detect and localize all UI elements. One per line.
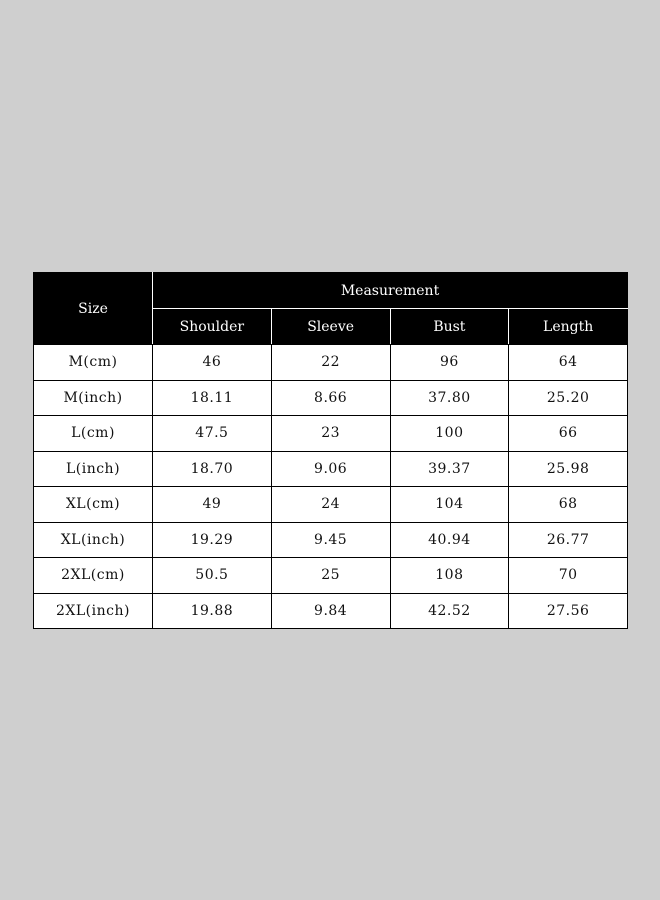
length-cell: 68 (509, 487, 628, 523)
shoulder-cell: 19.29 (153, 522, 272, 558)
table-body (34, 345, 628, 629)
shoulder-cell: 19.88 (153, 593, 272, 629)
size-cell: M(cm) (34, 345, 153, 381)
table-row (34, 593, 628, 629)
column-header-bust: Bust (390, 309, 509, 345)
sleeve-cell: 23 (271, 416, 390, 452)
column-header-shoulder: Shoulder (153, 309, 272, 345)
size-cell: XL(inch) (34, 522, 153, 558)
shoulder-cell: 50.5 (153, 558, 272, 594)
table-row (34, 345, 628, 381)
sleeve-cell: 9.45 (271, 522, 390, 558)
table-row (34, 451, 628, 487)
column-header-length: Length (509, 309, 628, 345)
sleeve-cell: 25 (271, 558, 390, 594)
sleeve-cell: 9.84 (271, 593, 390, 629)
header-row-group (34, 273, 628, 309)
size-chart (33, 272, 627, 629)
shoulder-cell: 18.11 (153, 380, 272, 416)
table-row (34, 558, 628, 594)
table-row (34, 522, 628, 558)
length-cell: 64 (509, 345, 628, 381)
bust-cell: 100 (390, 416, 509, 452)
bust-cell: 42.52 (390, 593, 509, 629)
sleeve-cell: 9.06 (271, 451, 390, 487)
size-cell: M(inch) (34, 380, 153, 416)
length-cell: 25.98 (509, 451, 628, 487)
size-cell: L(inch) (34, 451, 153, 487)
bust-cell: 39.37 (390, 451, 509, 487)
table-header (34, 273, 628, 345)
bust-cell: 108 (390, 558, 509, 594)
size-cell: L(cm) (34, 416, 153, 452)
size-cell: 2XL(cm) (34, 558, 153, 594)
bust-cell: 96 (390, 345, 509, 381)
size-column-header: Size (34, 273, 153, 345)
shoulder-cell: 49 (153, 487, 272, 523)
sleeve-cell: 8.66 (271, 380, 390, 416)
size-table (33, 272, 628, 629)
sleeve-cell: 24 (271, 487, 390, 523)
sleeve-cell: 22 (271, 345, 390, 381)
measurement-group-header: Measurement (153, 273, 628, 309)
length-cell: 70 (509, 558, 628, 594)
table-row (34, 380, 628, 416)
length-cell: 25.20 (509, 380, 628, 416)
size-cell: 2XL(inch) (34, 593, 153, 629)
length-cell: 66 (509, 416, 628, 452)
column-header-sleeve: Sleeve (271, 309, 390, 345)
bust-cell: 40.94 (390, 522, 509, 558)
shoulder-cell: 18.70 (153, 451, 272, 487)
size-cell: XL(cm) (34, 487, 153, 523)
length-cell: 26.77 (509, 522, 628, 558)
bust-cell: 37.80 (390, 380, 509, 416)
length-cell: 27.56 (509, 593, 628, 629)
table-row (34, 416, 628, 452)
shoulder-cell: 47.5 (153, 416, 272, 452)
table-row (34, 487, 628, 523)
shoulder-cell: 46 (153, 345, 272, 381)
bust-cell: 104 (390, 487, 509, 523)
